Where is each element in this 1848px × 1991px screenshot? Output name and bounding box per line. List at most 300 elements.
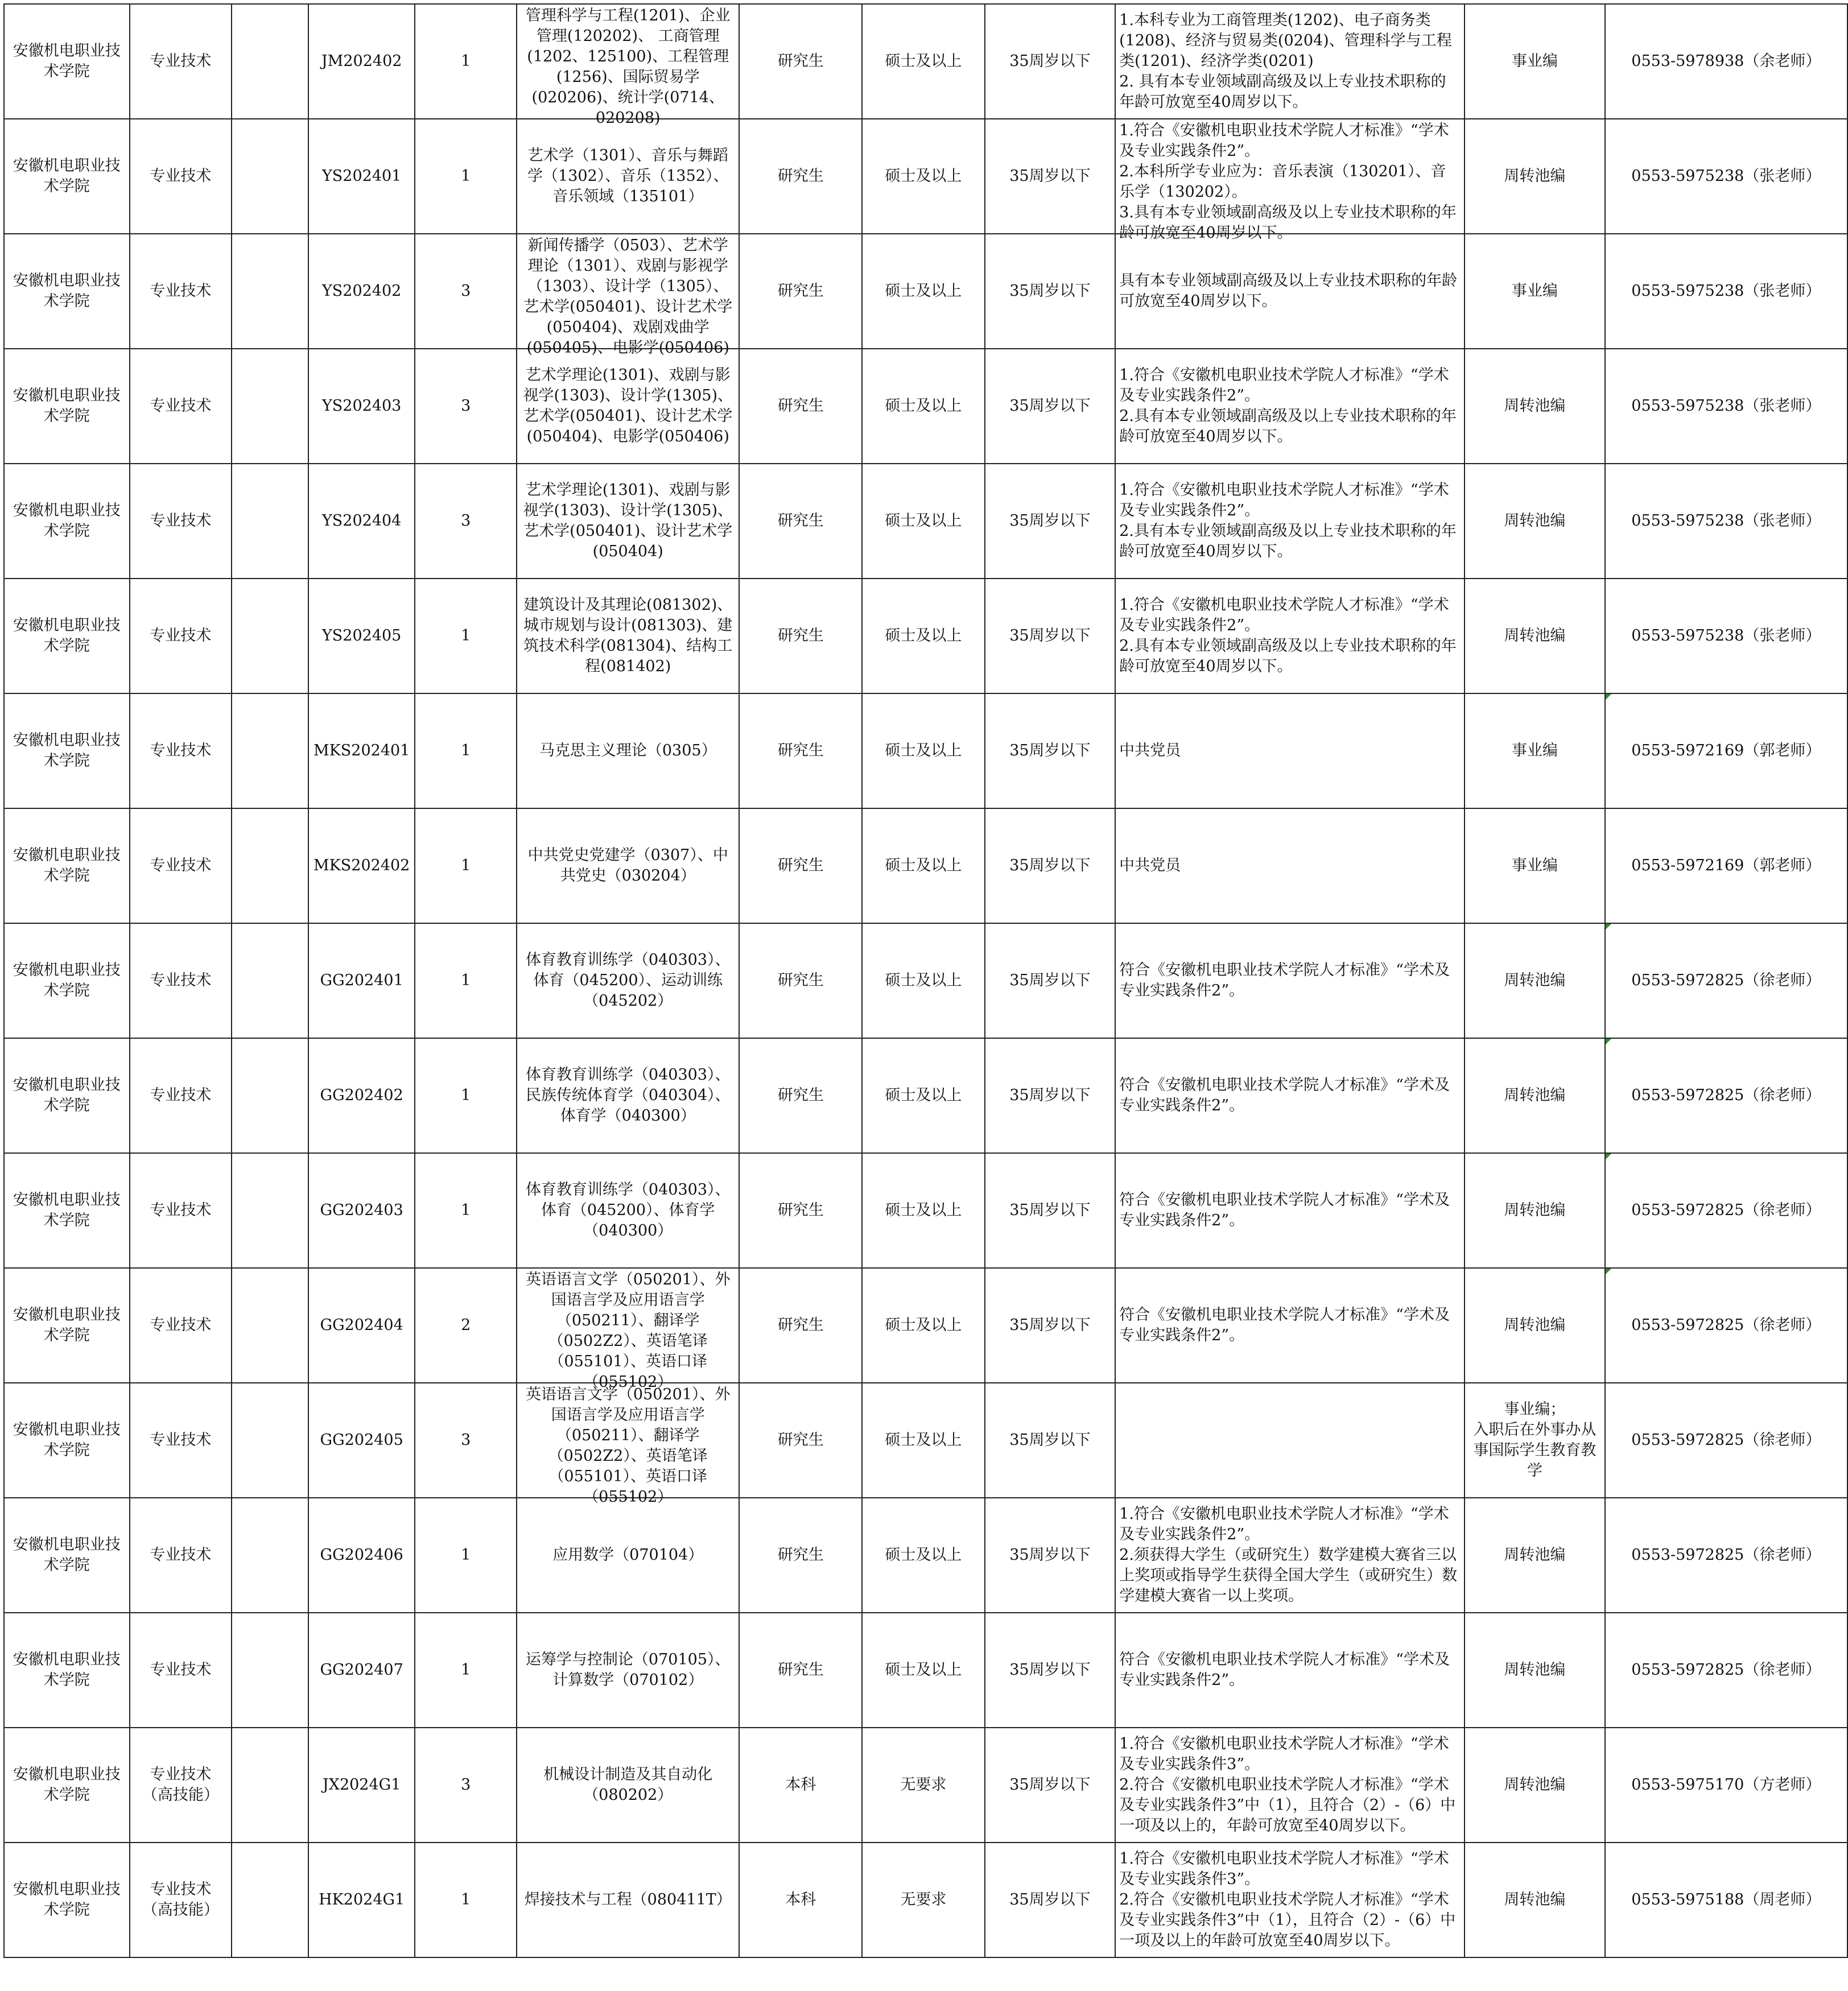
staffing-type-cell (1465, 464, 1605, 579)
table-row (4, 1383, 1847, 1498)
headcount-cell (415, 1038, 517, 1153)
staffing-type-cell (1465, 1383, 1605, 1498)
degree-cell-text: 硕士及以上 (885, 1661, 962, 1679)
contact-phone-cell (1605, 1843, 1847, 1957)
education-cell-text: 研究生 (777, 1087, 824, 1104)
degree-cell (862, 1613, 985, 1728)
age-limit-cell-text: 35周岁以下 (1009, 627, 1091, 645)
contact-phone-cell (1605, 1038, 1847, 1153)
staffing-type-cell (1465, 349, 1605, 464)
major-cell-text: 建筑设计及其理论(081302)、城市规划与设计(081303)、建筑技术科学(081304)、结构工程(081402) (523, 596, 733, 675)
staffing-type-cell (1465, 693, 1605, 808)
position-code-cell-text: GG202407 (320, 1661, 403, 1679)
unit-cell (4, 1498, 130, 1613)
headcount-cell (415, 349, 517, 464)
degree-cell (862, 4, 985, 119)
requirements-cell-text: 符合《安徽机电职业技术学院人才标准》“学术及专业实践条件2”。 (1119, 1076, 1450, 1114)
position-type-cell-text: 专业技术 (150, 1201, 212, 1219)
blank-cell (232, 1843, 308, 1957)
table-row (4, 1153, 1847, 1268)
degree-cell-text: 无要求 (900, 1776, 947, 1794)
position-type-cell (130, 119, 232, 234)
degree-cell-text: 硕士及以上 (885, 1546, 962, 1564)
staffing-type-cell (1465, 1498, 1605, 1613)
requirements-cell (1115, 234, 1465, 349)
age-limit-cell (985, 1843, 1116, 1957)
contact-phone-cell-text: 0553-5972825（徐老师） (1631, 1316, 1821, 1334)
staffing-type-cell-text: 事业编 (1511, 52, 1558, 70)
major-cell-text: 体育教育训练学（040303）、体育（045200）、体育学（040300） (525, 1181, 731, 1240)
table-row (4, 349, 1847, 464)
table-row (4, 234, 1847, 349)
position-type-cell (130, 923, 232, 1038)
unit-cell (4, 923, 130, 1038)
education-cell-text: 研究生 (777, 512, 824, 530)
position-code-cell-text: YS202405 (321, 627, 402, 645)
contact-phone-cell-text: 0553-5975238（张老师） (1631, 167, 1821, 185)
education-cell-text: 研究生 (777, 52, 824, 70)
headcount-cell (415, 119, 517, 234)
blank-cell (232, 119, 308, 234)
table-row (4, 1038, 1847, 1153)
position-code-cell-text: GG202405 (320, 1431, 403, 1449)
unit-cell (4, 1843, 130, 1957)
degree-cell (862, 119, 985, 234)
unit-cell-text: 安徽机电职业技术学院 (13, 1651, 121, 1689)
contact-phone-cell (1605, 349, 1847, 464)
position-type-cell-text: 专业技术 (150, 1316, 212, 1334)
position-code-cell (308, 1268, 415, 1383)
requirements-cell (1115, 693, 1465, 808)
age-limit-cell (985, 1383, 1116, 1498)
unit-cell-text: 安徽机电职业技术学院 (13, 387, 121, 425)
position-type-cell (130, 349, 232, 464)
requirements-cell-text: 符合《安徽机电职业技术学院人才标准》“学术及专业实践条件2”。 (1119, 1651, 1450, 1689)
blank-cell (232, 349, 308, 464)
unit-cell (4, 808, 130, 923)
major-cell-text: 马克思主义理论（0305） (539, 742, 717, 759)
degree-cell-text: 硕士及以上 (885, 1431, 962, 1449)
education-cell (739, 579, 862, 693)
major-cell (517, 1843, 740, 1957)
position-type-cell (130, 234, 232, 349)
requirements-cell-text: 1.本科专业为工商管理类(1202)、电子商务类(1208)、经济与贸易类(0204)、管理科学与工程类(1201)、经济学类(0201) 2. 具有本专业领域副高级及以上专业技术职称的年龄可放宽至40周岁以下。 (1119, 11, 1452, 111)
table-row (4, 1498, 1847, 1613)
contact-phone-cell-text: 0553-5975170（方老师） (1631, 1776, 1821, 1794)
headcount-cell-text: 1 (461, 1201, 471, 1219)
position-type-cell-text: 专业技术 (150, 1431, 212, 1449)
staffing-type-cell-text: 周转池编 (1504, 1316, 1566, 1334)
major-cell-text: 体育教育训练学（040303）、体育（045200）、运动训练（045202） (525, 951, 731, 1010)
requirements-cell (1115, 349, 1465, 464)
table-row (4, 119, 1847, 234)
major-cell-text: 焊接技术与工程（080411T） (524, 1891, 732, 1909)
unit-cell-text: 安徽机电职业技术学院 (13, 617, 121, 655)
age-limit-cell (985, 1498, 1116, 1613)
blank-cell (232, 234, 308, 349)
unit-cell-text: 安徽机电职业技术学院 (13, 1421, 121, 1459)
degree-cell-text: 无要求 (900, 1891, 947, 1909)
position-code-cell (308, 119, 415, 234)
unit-cell-text: 安徽机电职业技术学院 (13, 1076, 121, 1114)
major-cell (517, 1383, 740, 1506)
staffing-type-cell-text: 周转池编 (1504, 627, 1566, 645)
position-code-cell (308, 1728, 415, 1843)
headcount-cell-text: 3 (461, 512, 471, 530)
headcount-cell (415, 1843, 517, 1957)
unit-cell (4, 4, 130, 119)
headcount-cell (415, 1728, 517, 1843)
contact-phone-cell (1605, 579, 1847, 693)
degree-cell (862, 464, 985, 579)
position-code-cell (308, 464, 415, 579)
unit-cell-text: 安徽机电职业技术学院 (13, 1191, 121, 1229)
requirements-cell (1115, 808, 1465, 923)
age-limit-cell-text: 35周岁以下 (1009, 167, 1091, 185)
unit-cell-text: 安徽机电职业技术学院 (13, 157, 121, 195)
table-row (4, 579, 1847, 693)
headcount-cell (415, 464, 517, 579)
age-limit-cell (985, 923, 1116, 1038)
degree-cell (862, 349, 985, 464)
education-cell (739, 1383, 862, 1498)
requirements-cell (1115, 579, 1465, 693)
unit-cell-text: 安徽机电职业技术学院 (13, 1881, 121, 1919)
requirements-cell-text: 1.符合《安徽机电职业技术学院人才标准》“学术及专业实践条件2”。 2.具有本专业领域副高级及以上专业技术职称的年龄可放宽至40周岁以下。 (1119, 481, 1457, 560)
staffing-type-cell-text: 周转池编 (1504, 1891, 1566, 1909)
degree-cell (862, 923, 985, 1038)
major-cell (517, 1498, 740, 1613)
education-cell-text: 研究生 (777, 972, 824, 989)
age-limit-cell (985, 119, 1116, 234)
education-cell-text: 研究生 (777, 282, 824, 300)
position-type-cell (130, 1153, 232, 1268)
education-cell (739, 1728, 862, 1843)
position-type-cell (130, 464, 232, 579)
blank-cell (232, 693, 308, 808)
major-cell-text: 英语语言文学（050201）、外国语言学及应用语言学（050211）、翻译学（0502Z2）、英语笔译（055101）、英语口译（055102） (525, 1386, 731, 1506)
age-limit-cell (985, 693, 1116, 808)
headcount-cell (415, 234, 517, 349)
contact-phone-cell (1605, 119, 1847, 234)
requirements-cell (1115, 1038, 1465, 1153)
education-cell (739, 808, 862, 923)
position-code-cell (308, 923, 415, 1038)
position-type-cell-text: 专业技术 (150, 512, 212, 530)
contact-phone-cell-text: 0553-5972169（郭老师） (1631, 742, 1821, 759)
major-cell-text: 应用数学（070104） (552, 1546, 704, 1564)
unit-cell (4, 119, 130, 234)
major-cell (517, 1268, 740, 1391)
contact-phone-cell (1605, 808, 1847, 923)
headcount-cell (415, 1498, 517, 1613)
education-cell (739, 349, 862, 464)
blank-cell (232, 1038, 308, 1153)
staffing-type-cell (1465, 1038, 1605, 1153)
table-row (4, 1613, 1847, 1728)
contact-phone-cell-text: 0553-5972825（徐老师） (1631, 1087, 1821, 1104)
unit-cell-text: 安徽机电职业技术学院 (13, 272, 121, 310)
table-row (4, 693, 1847, 808)
table-row (4, 923, 1847, 1038)
education-cell (739, 1268, 862, 1383)
position-code-cell (308, 579, 415, 693)
staffing-type-cell (1465, 4, 1605, 119)
contact-phone-cell (1605, 234, 1847, 349)
contact-phone-cell (1605, 693, 1847, 808)
position-type-cell-text: 专业技术 (150, 397, 212, 415)
age-limit-cell-text: 35周岁以下 (1009, 1201, 1091, 1219)
requirements-cell-text: 具有本专业领域副高级及以上专业技术职称的年龄可放宽至40周岁以下。 (1119, 272, 1458, 310)
headcount-cell-text: 3 (461, 282, 471, 300)
major-cell (517, 808, 740, 923)
headcount-cell-text: 1 (461, 857, 471, 874)
education-cell-text: 研究生 (777, 1661, 824, 1679)
unit-cell (4, 1383, 130, 1498)
major-cell (517, 464, 740, 579)
staffing-type-cell (1465, 579, 1605, 693)
blank-cell (232, 923, 308, 1038)
degree-cell-text: 硕士及以上 (885, 52, 962, 70)
headcount-cell (415, 579, 517, 693)
contact-phone-cell-text: 0553-5972825（徐老师） (1631, 1431, 1821, 1449)
age-limit-cell-text: 35周岁以下 (1009, 52, 1091, 70)
staffing-type-cell (1465, 1613, 1605, 1728)
headcount-cell (415, 1613, 517, 1728)
major-cell (517, 923, 740, 1038)
unit-cell-text: 安徽机电职业技术学院 (13, 1306, 121, 1344)
age-limit-cell (985, 1268, 1116, 1383)
requirements-cell-text: 符合《安徽机电职业技术学院人才标准》“学术及专业实践条件2”。 (1119, 1191, 1450, 1229)
education-cell (739, 1843, 862, 1957)
education-cell (739, 464, 862, 579)
unit-cell (4, 1728, 130, 1843)
contact-phone-cell (1605, 464, 1847, 579)
age-limit-cell-text: 35周岁以下 (1009, 742, 1091, 759)
unit-cell (4, 1038, 130, 1153)
staffing-type-cell (1465, 1843, 1605, 1957)
blank-cell (232, 464, 308, 579)
age-limit-cell-text: 35周岁以下 (1009, 512, 1091, 530)
headcount-cell (415, 1383, 517, 1498)
requirements-cell (1115, 923, 1465, 1038)
position-code-cell (308, 1843, 415, 1957)
staffing-type-cell (1465, 1268, 1605, 1383)
education-cell (739, 1613, 862, 1728)
major-cell (517, 1153, 740, 1268)
requirements-cell-text: 符合《安徽机电职业技术学院人才标准》“学术及专业实践条件2”。 (1119, 961, 1450, 999)
degree-cell-text: 硕士及以上 (885, 512, 962, 530)
degree-cell-text: 硕士及以上 (885, 397, 962, 415)
staffing-type-cell-text: 周转池编 (1504, 1546, 1566, 1564)
position-type-cell-text: 专业技术 (150, 1546, 212, 1564)
staffing-type-cell (1465, 1153, 1605, 1268)
staffing-type-cell (1465, 234, 1605, 349)
headcount-cell-text: 3 (461, 1431, 471, 1449)
position-type-cell-text: 专业技术 (150, 167, 212, 185)
age-limit-cell (985, 1613, 1116, 1728)
age-limit-cell-text: 35周岁以下 (1009, 972, 1091, 989)
headcount-cell (415, 4, 517, 119)
major-cell (517, 1038, 740, 1153)
degree-cell (862, 1153, 985, 1268)
requirements-cell-text: 中共党员 (1119, 742, 1181, 759)
unit-cell (4, 579, 130, 693)
position-code-cell-text: HK2024G1 (319, 1891, 405, 1909)
blank-cell (232, 808, 308, 923)
blank-cell (232, 1268, 308, 1383)
major-cell-text: 机械设计制造及其自动化（080202） (543, 1766, 713, 1804)
blank-cell (232, 579, 308, 693)
requirements-cell (1115, 1498, 1465, 1613)
degree-cell-text: 硕士及以上 (885, 627, 962, 645)
degree-cell (862, 1498, 985, 1613)
major-cell-text: 新闻传播学（0503）、艺术学理论（1301）、戏剧与影视学（1303）、设计学（1305）、艺术学(050401)、设计艺术学(050404)、戏剧戏曲学(050405)、电影学(050406) (523, 237, 733, 357)
unit-cell-text: 安徽机电职业技术学院 (13, 961, 121, 999)
education-cell (739, 1153, 862, 1268)
age-limit-cell (985, 1038, 1116, 1153)
headcount-cell-text: 1 (461, 1891, 471, 1909)
contact-phone-cell (1605, 1153, 1847, 1268)
position-type-cell-text: 专业技术 (150, 857, 212, 874)
position-type-cell (130, 579, 232, 693)
blank-cell (232, 1613, 308, 1728)
position-type-cell (130, 1038, 232, 1153)
position-code-cell (308, 693, 415, 808)
education-cell (739, 923, 862, 1038)
age-limit-cell (985, 1728, 1116, 1843)
education-cell-text: 研究生 (777, 167, 824, 185)
blank-cell (232, 1728, 308, 1843)
major-cell-text: 艺术学（1301）、音乐与舞蹈学（1302）、音乐（1352）、音乐领域（135101） (527, 147, 729, 205)
requirements-cell-text: 符合《安徽机电职业技术学院人才标准》“学术及专业实践条件2”。 (1119, 1306, 1450, 1344)
position-type-cell (130, 1498, 232, 1613)
position-code-cell (308, 1383, 415, 1498)
position-code-cell (308, 4, 415, 119)
position-code-cell (308, 808, 415, 923)
education-cell (739, 1038, 862, 1153)
requirements-cell (1115, 464, 1465, 579)
degree-cell (862, 579, 985, 693)
major-cell-text: 艺术学理论(1301)、戏剧与影视学(1303)、设计学(1305)、艺术学(050401)、设计艺术学(050404)、电影学(050406) (523, 366, 733, 445)
unit-cell-text: 安徽机电职业技术学院 (13, 846, 121, 885)
education-cell-text: 研究生 (777, 627, 824, 645)
headcount-cell (415, 1268, 517, 1383)
degree-cell (862, 808, 985, 923)
headcount-cell-text: 2 (461, 1316, 471, 1334)
education-cell-text: 研究生 (777, 857, 824, 874)
age-limit-cell-text: 35周岁以下 (1009, 282, 1091, 300)
education-cell (739, 1498, 862, 1613)
degree-cell (862, 234, 985, 349)
major-cell-text: 管理科学与工程(1201)、企业管理(120202)、 工商管理(1202、125100)、工程管理(1256)、国际贸易学(020206)、统计学(0714、020208) (525, 7, 731, 127)
age-limit-cell (985, 4, 1116, 119)
degree-cell-text: 硕士及以上 (885, 857, 962, 874)
age-limit-cell (985, 349, 1116, 464)
position-code-cell-text: JM202402 (321, 52, 402, 70)
position-type-cell (130, 1268, 232, 1383)
requirements-cell (1115, 1153, 1465, 1268)
position-code-cell-text: GG202406 (320, 1546, 403, 1564)
headcount-cell-text: 1 (461, 1087, 471, 1104)
headcount-cell-text: 1 (461, 627, 471, 645)
table-row (4, 1843, 1847, 1957)
major-cell-text: 艺术学理论(1301)、戏剧与影视学(1303)、设计学(1305)、艺术学(050401)、设计艺术学(050404) (523, 481, 733, 560)
contact-phone-cell-text: 0553-5975238（张老师） (1631, 512, 1821, 530)
degree-cell-text: 硕士及以上 (885, 1087, 962, 1104)
requirements-cell-text: 1.符合《安徽机电职业技术学院人才标准》“学术及专业实践条件2”。 2.本科所学专业应为：音乐表演（130201）、音乐学（130202）。 3.具有本专业领域副高级及以上专业技术职称的年龄可放宽至40周岁以下。 (1119, 122, 1457, 242)
staffing-type-cell-text: 周转池编 (1504, 167, 1566, 185)
requirements-cell (1115, 1383, 1465, 1498)
position-code-cell-text: GG202402 (320, 1087, 403, 1104)
unit-cell (4, 349, 130, 464)
contact-phone-cell-text: 0553-5972169（郭老师） (1631, 857, 1821, 874)
headcount-cell-text: 1 (461, 1546, 471, 1564)
degree-cell (862, 693, 985, 808)
unit-cell (4, 464, 130, 579)
age-limit-cell-text: 35周岁以下 (1009, 857, 1091, 874)
position-type-cell (130, 808, 232, 923)
major-cell (517, 1613, 740, 1728)
position-type-cell (130, 1383, 232, 1498)
contact-phone-cell-text: 0553-5972825（徐老师） (1631, 1546, 1821, 1564)
unit-cell-text: 安徽机电职业技术学院 (13, 732, 121, 770)
contact-phone-cell (1605, 1383, 1847, 1498)
recruitment-table (3, 3, 1848, 1958)
unit-cell-text: 安徽机电职业技术学院 (13, 42, 121, 80)
contact-phone-cell (1605, 1613, 1847, 1728)
position-type-cell-text: 专业技术 (150, 1661, 212, 1679)
position-type-cell (130, 693, 232, 808)
staffing-type-cell-text: 周转池编 (1504, 397, 1566, 415)
headcount-cell (415, 1153, 517, 1268)
staffing-type-cell (1465, 808, 1605, 923)
contact-phone-cell-text: 0553-5972825（徐老师） (1631, 1661, 1821, 1679)
degree-cell (862, 1268, 985, 1383)
position-type-cell-text: 专业技术（高技能） (142, 1881, 219, 1919)
contact-phone-cell (1605, 1268, 1847, 1383)
position-type-cell-text: 专业技术 (150, 52, 212, 70)
staffing-type-cell-text: 周转池编 (1504, 1087, 1566, 1104)
degree-cell-text: 硕士及以上 (885, 1316, 962, 1334)
blank-cell (232, 1498, 308, 1613)
requirements-cell (1115, 1268, 1465, 1383)
age-limit-cell (985, 464, 1116, 579)
position-type-cell-text: 专业技术 (150, 627, 212, 645)
age-limit-cell (985, 579, 1116, 693)
contact-phone-cell-text: 0553-5972825（徐老师） (1631, 972, 1821, 989)
staffing-type-cell-text: 周转池编 (1504, 972, 1566, 989)
unit-cell (4, 1268, 130, 1383)
staffing-type-cell-text: 周转池编 (1504, 1201, 1566, 1219)
headcount-cell-text: 3 (461, 397, 471, 415)
requirements-cell (1115, 1843, 1465, 1957)
requirements-cell-text: 中共党员 (1119, 857, 1181, 874)
major-cell-text: 英语语言文学（050201）、外国语言学及应用语言学（050211）、翻译学（0502Z2）、英语笔译（055101）、英语口译（055102） (525, 1271, 731, 1391)
major-cell (517, 693, 740, 808)
degree-cell-text: 硕士及以上 (885, 282, 962, 300)
education-cell (739, 4, 862, 119)
contact-phone-cell (1605, 923, 1847, 1038)
major-cell (517, 119, 740, 234)
table-row (4, 1268, 1847, 1383)
staffing-type-cell (1465, 119, 1605, 234)
staffing-type-cell-text: 事业编 (1511, 282, 1558, 300)
age-limit-cell-text: 35周岁以下 (1009, 1891, 1091, 1909)
unit-cell (4, 234, 130, 349)
age-limit-cell-text: 35周岁以下 (1009, 1776, 1091, 1794)
position-type-cell-text: 专业技术 (150, 282, 212, 300)
